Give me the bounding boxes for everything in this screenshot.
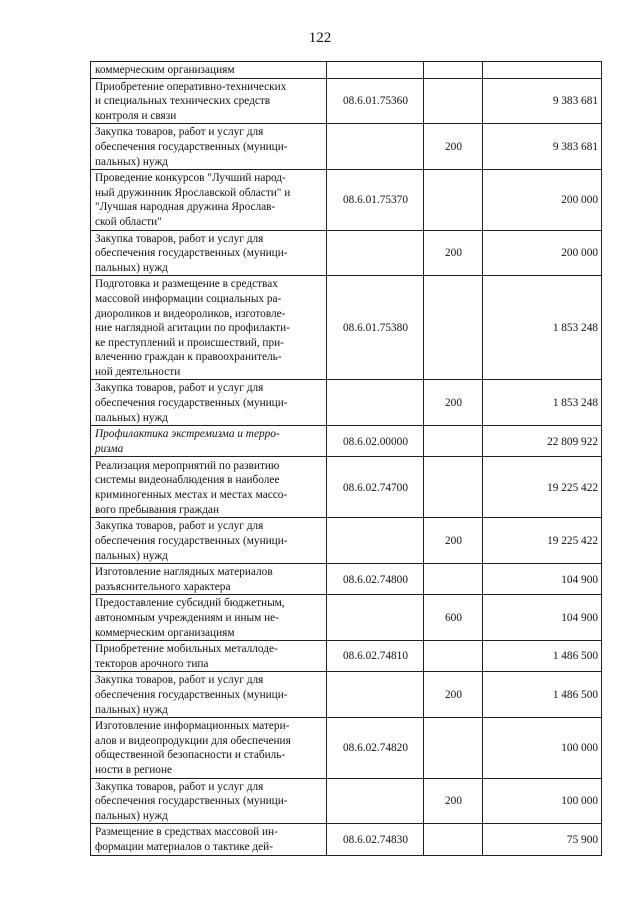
table-row bbox=[91, 672, 602, 718]
expense-name-line: контроля и связи bbox=[95, 109, 177, 122]
amount-cell: 9 383 681 bbox=[483, 124, 602, 170]
expense-type-cell: 200 bbox=[424, 230, 483, 276]
target-article-code-cell bbox=[327, 518, 424, 564]
expense-name-cell bbox=[91, 595, 327, 641]
table-row bbox=[91, 564, 602, 595]
table-row bbox=[91, 457, 602, 518]
expense-name-line: Приобретение оперативно-технических bbox=[95, 80, 287, 93]
expense-name-line: ной деятельности bbox=[95, 365, 181, 378]
expense-name-line: обеспечения государственных (муници- bbox=[95, 247, 288, 260]
expense-name-line: Размещение в средствах массовой ин- bbox=[95, 826, 278, 839]
expense-name-line: разъяснительного характера bbox=[95, 580, 231, 593]
expense-name-line: ние наглядной агитации по профилакти- bbox=[95, 322, 290, 335]
expense-type-cell bbox=[424, 641, 483, 672]
expense-name-cell bbox=[91, 824, 327, 855]
expense-name-line: пальных) нужд bbox=[95, 155, 168, 168]
expense-name-cell bbox=[91, 672, 327, 718]
amount-cell: 104 900 bbox=[483, 564, 602, 595]
expense-name-line: текторов арочного типа bbox=[95, 657, 209, 670]
expense-name-line: пальных) нужд bbox=[95, 411, 168, 424]
target-article-code-cell bbox=[327, 672, 424, 718]
expense-type-cell bbox=[424, 170, 483, 230]
table-row bbox=[91, 170, 602, 230]
expense-name-line: вого пребывания граждан bbox=[95, 503, 219, 516]
amount-cell: 1 486 500 bbox=[483, 641, 602, 672]
table-row bbox=[91, 518, 602, 564]
amount-cell: 1 486 500 bbox=[483, 672, 602, 718]
expense-name-line: и специальных технических средств bbox=[95, 95, 271, 108]
target-article-code-cell: 08.6.02.74830 bbox=[327, 824, 424, 855]
amount-cell: 200 000 bbox=[483, 170, 602, 230]
amount-cell: 100 000 bbox=[483, 718, 602, 778]
expense-type-cell: 600 bbox=[424, 595, 483, 641]
budget-table bbox=[90, 61, 602, 856]
expense-name-cell bbox=[91, 170, 327, 230]
expense-name-line: системы видеонаблюдения в наиболее bbox=[95, 474, 280, 487]
amount-cell: 100 000 bbox=[483, 778, 602, 824]
expense-name-line: алов и видеопродукции для обеспечения bbox=[95, 734, 291, 747]
expense-type-cell bbox=[424, 824, 483, 855]
expense-name-line: Подготовка и размещение в средствах bbox=[95, 278, 278, 291]
expense-name-line: пальных) нужд bbox=[95, 261, 168, 274]
expense-type-cell bbox=[424, 78, 483, 124]
expense-name-line: Закупка товаров, работ и услуг для bbox=[95, 232, 264, 245]
expense-name-line: Закупка товаров, работ и услуг для bbox=[95, 674, 264, 687]
expense-type-cell bbox=[424, 276, 483, 380]
expense-name-line: ской области" bbox=[95, 215, 162, 228]
table-row bbox=[91, 641, 602, 672]
expense-name-cell bbox=[91, 124, 327, 170]
table-row bbox=[91, 62, 602, 79]
target-article-code-cell: 08.6.02.74700 bbox=[327, 457, 424, 518]
expense-name-line: обеспечения государственных (муници- bbox=[95, 535, 288, 548]
expense-type-cell: 200 bbox=[424, 672, 483, 718]
target-article-code-cell: 08.6.02.74820 bbox=[327, 718, 424, 778]
expense-name-line: диороликов и видеороликов, изготовле- bbox=[95, 307, 286, 320]
expense-name-line: влечению граждан к правоохранитель- bbox=[95, 351, 282, 364]
expense-name-line: Закупка товаров, работ и услуг для bbox=[95, 520, 264, 533]
table-row bbox=[91, 718, 602, 778]
expense-name-cell bbox=[91, 426, 327, 457]
amount-cell: 75 900 bbox=[483, 824, 602, 855]
target-article-code-cell bbox=[327, 230, 424, 276]
expense-name-line: обеспечения государственных (муници- bbox=[95, 688, 288, 701]
expense-name-line: обеспечения государственных (муници- bbox=[95, 397, 288, 410]
expense-type-cell: 200 bbox=[424, 124, 483, 170]
expense-name-line: обеспечения государственных (муници- bbox=[95, 140, 288, 153]
expense-name-cell bbox=[91, 518, 327, 564]
expense-name-line: Закупка товаров, работ и услуг для bbox=[95, 382, 264, 395]
expense-name-line: пальных) нужд bbox=[95, 549, 168, 562]
table-row bbox=[91, 78, 602, 124]
expense-name-line: Изготовление информационных матери- bbox=[95, 720, 290, 733]
table-row bbox=[91, 824, 602, 855]
target-article-code-cell bbox=[327, 778, 424, 824]
expense-name-cell bbox=[91, 380, 327, 426]
table-row bbox=[91, 778, 602, 824]
amount-cell: 104 900 bbox=[483, 595, 602, 641]
amount-cell: 22 809 922 bbox=[483, 426, 602, 457]
expense-name-line: автономным учреждениям и иным не- bbox=[95, 612, 279, 624]
expense-name-line: пальных) нужд bbox=[95, 809, 168, 822]
expense-name-line: Изготовление наглядных материалов bbox=[95, 566, 273, 579]
expense-name-line: Предоставление субсидий бюджетным, bbox=[95, 597, 285, 610]
expense-name-line: ке преступлений и происшествий, при- bbox=[95, 336, 284, 349]
amount-cell: 19 225 422 bbox=[483, 457, 602, 518]
amount-cell: 200 000 bbox=[483, 230, 602, 276]
expense-name-line: ризма bbox=[95, 442, 124, 455]
table-row bbox=[91, 380, 602, 426]
expense-name-line: Проведение конкурсов "Лучший народ- bbox=[95, 172, 286, 185]
expense-name-line: Приобретение мобильных металлоде- bbox=[95, 643, 278, 656]
expense-type-cell: 200 bbox=[424, 518, 483, 564]
expense-name-line: "Лучшая народная дружина Ярослав- bbox=[95, 201, 276, 214]
table-row bbox=[91, 595, 602, 641]
table-row bbox=[91, 276, 602, 380]
target-article-code-cell: 08.6.01.75380 bbox=[327, 276, 424, 380]
expense-name-line: криминогенных местах и местах массо- bbox=[95, 488, 288, 501]
expense-type-cell bbox=[424, 62, 483, 79]
expense-type-cell bbox=[424, 718, 483, 778]
page-number: 122 bbox=[308, 30, 332, 46]
expense-name-cell bbox=[91, 78, 327, 124]
expense-name-cell bbox=[91, 62, 327, 79]
expense-name-line: коммерческим организациям bbox=[95, 626, 235, 639]
expense-name-line: Закупка товаров, работ и услуг для bbox=[95, 126, 264, 139]
expense-name-line: Профилактика экстремизма и терро- bbox=[95, 428, 280, 441]
expense-name-line: ный дружинник Ярославской области" и bbox=[95, 186, 291, 199]
target-article-code-cell bbox=[327, 124, 424, 170]
target-article-code-cell: 08.6.01.75370 bbox=[327, 170, 424, 230]
target-article-code-cell: 08.6.02.00000 bbox=[327, 426, 424, 457]
target-article-code-cell: 08.6.02.74810 bbox=[327, 641, 424, 672]
amount-cell: 1 853 248 bbox=[483, 380, 602, 426]
expense-name-line: ности в регионе bbox=[95, 763, 173, 776]
amount-cell: 19 225 422 bbox=[483, 518, 602, 564]
expense-name-line: обеспечения государственных (муници- bbox=[95, 795, 288, 808]
expense-name-cell bbox=[91, 230, 327, 276]
target-article-code-cell: 08.6.02.74800 bbox=[327, 564, 424, 595]
target-article-code-cell bbox=[327, 595, 424, 641]
target-article-code-cell bbox=[327, 62, 424, 79]
table-row bbox=[91, 426, 602, 457]
expense-name-cell bbox=[91, 457, 327, 518]
table-row bbox=[91, 230, 602, 276]
expense-name-cell bbox=[91, 276, 327, 380]
expense-type-cell bbox=[424, 426, 483, 457]
budget-table-body bbox=[91, 62, 602, 856]
expense-name-line: Реализация мероприятий по развитию bbox=[95, 459, 280, 472]
expense-name-cell bbox=[91, 718, 327, 778]
amount-cell bbox=[483, 62, 602, 79]
expense-name-cell bbox=[91, 778, 327, 824]
target-article-code-cell: 08.6.01.75360 bbox=[327, 78, 424, 124]
expense-name-line: Закупка товаров, работ и услуг для bbox=[95, 780, 264, 793]
expense-type-cell: 200 bbox=[424, 380, 483, 426]
target-article-code-cell bbox=[327, 380, 424, 426]
expense-name-cell bbox=[91, 641, 327, 672]
expense-type-cell: 200 bbox=[424, 778, 483, 824]
expense-type-cell bbox=[424, 457, 483, 518]
table-row bbox=[91, 124, 602, 170]
amount-cell: 1 853 248 bbox=[483, 276, 602, 380]
expense-name-line: пальных) нужд bbox=[95, 703, 168, 716]
expense-type-cell bbox=[424, 564, 483, 595]
expense-name-line: массовой информации социальных ра- bbox=[95, 292, 282, 305]
expense-name-cell bbox=[91, 564, 327, 595]
amount-cell: 9 383 681 bbox=[483, 78, 602, 124]
expense-name-line: общественной безопасности и стабиль- bbox=[95, 749, 286, 762]
expense-name-line: формации материалов о тактике дей- bbox=[95, 840, 273, 853]
expense-name-line: коммерческим организациям bbox=[95, 64, 235, 76]
